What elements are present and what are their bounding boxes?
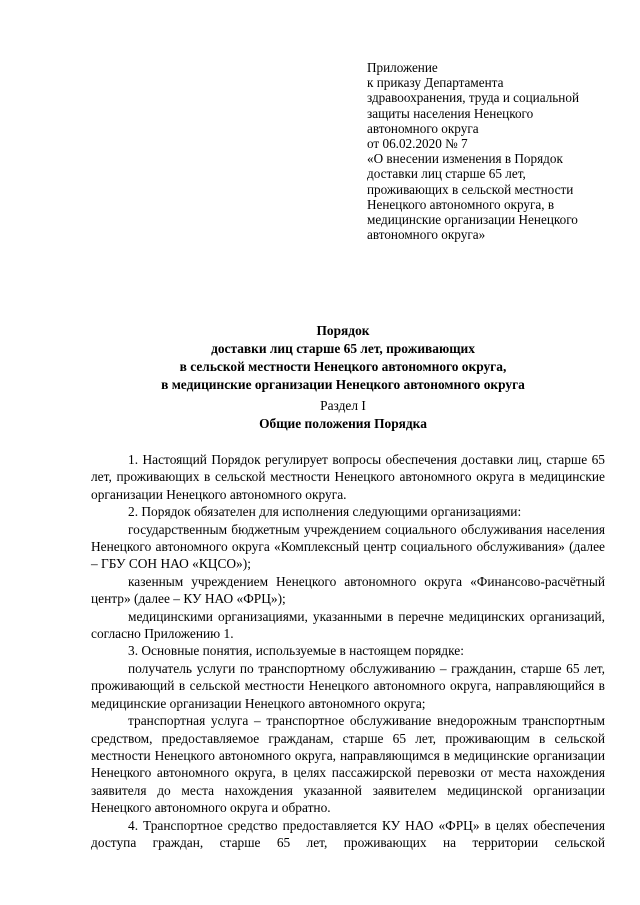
appendix-line: автономного округа	[367, 120, 479, 136]
title-line: Порядок	[316, 323, 370, 338]
appendix-line: проживающих в сельской местности	[367, 181, 574, 197]
document-body	[91, 451, 605, 851]
paragraph: 2. Порядок обязателен для исполнения следующими организациями:	[128, 504, 522, 520]
paragraph: 3. Основные понятия, используемые в настоящем порядке:	[128, 643, 464, 659]
paragraph: казенным учреждением Ненецкого автономного округа «Финансово-расчётный центр» (далее – КУ НАО «ФРЦ»);	[91, 573, 605, 607]
appendix-line: к приказу Департамента	[367, 75, 504, 91]
appendix-line: Ненецкого автономного округа, в	[367, 196, 555, 212]
appendix-block	[367, 60, 617, 242]
appendix-line: Приложение	[367, 60, 438, 75]
appendix-line: здравоохранения, труда и социальной	[367, 90, 580, 106]
appendix-line: доставки лиц старше 65 лет,	[367, 166, 526, 182]
title-line: в сельской местности Ненецкого автономного округа,	[179, 359, 507, 374]
document-title	[80, 322, 606, 394]
paragraph: государственным бюджетным учреждением социального обслуживания населения Ненецкого автономного округа «Комплексный центр социального обслуживания» (далее – ГБУ СОН НАО «КЦСО»);	[91, 521, 605, 572]
paragraph: транспортная услуга – транспортное обслуживание внедорожным транспортным средством, предоставляемое гражданам, старше 65 лет, проживающим в сельской местности Ненецкого автономного округа, направляющимся в медицинские организации Ненецкого автономного округа, в целях пассажирской перевозки от места нахождения заявителя до места нахождения указанной заявителем медицинской организации Ненецкого автономного округа и обратно.	[91, 713, 605, 816]
title-line: в медицинские организации Ненецкого автономного округа	[161, 377, 525, 392]
paragraph: получатель услуги по транспортному обслуживанию – гражданин, старше 65 лет, проживающий в сельской местности Ненецкого автономного округа, направляющийся в медицинские организации Ненецкого автономного округа;	[91, 660, 605, 711]
appendix-line: автономного округа»	[367, 227, 486, 243]
paragraph: медицинскими организациями, указанными в перечне медицинских организаций, согласно Приложению 1.	[91, 608, 605, 642]
appendix-line: от 06.02.2020 № 7	[367, 136, 468, 152]
section-name: Общие положения Порядка	[259, 416, 427, 431]
paragraph: 4. Транспортное средство предоставляется КУ НАО «ФРЦ» в целях обеспечения доступа граждан, старше 65 лет, проживающих на территории сельской	[91, 817, 605, 850]
appendix-line: медицинские организации Ненецкого	[367, 212, 578, 228]
paragraph: 1. Настоящий Порядок регулирует вопросы обеспечения доставки лиц, старше 65 лет, проживающих в сельской местности Ненецкого автономного округа в медицинские организации Ненецкого автономного округа.	[91, 452, 605, 502]
section-heading	[80, 397, 606, 433]
appendix-line: «О внесении изменения в Порядок	[367, 151, 563, 167]
title-line: доставки лиц старше 65 лет, проживающих	[211, 341, 475, 356]
appendix-line: защиты населения Ненецкого	[367, 105, 534, 121]
section-label: Раздел I	[320, 398, 366, 413]
